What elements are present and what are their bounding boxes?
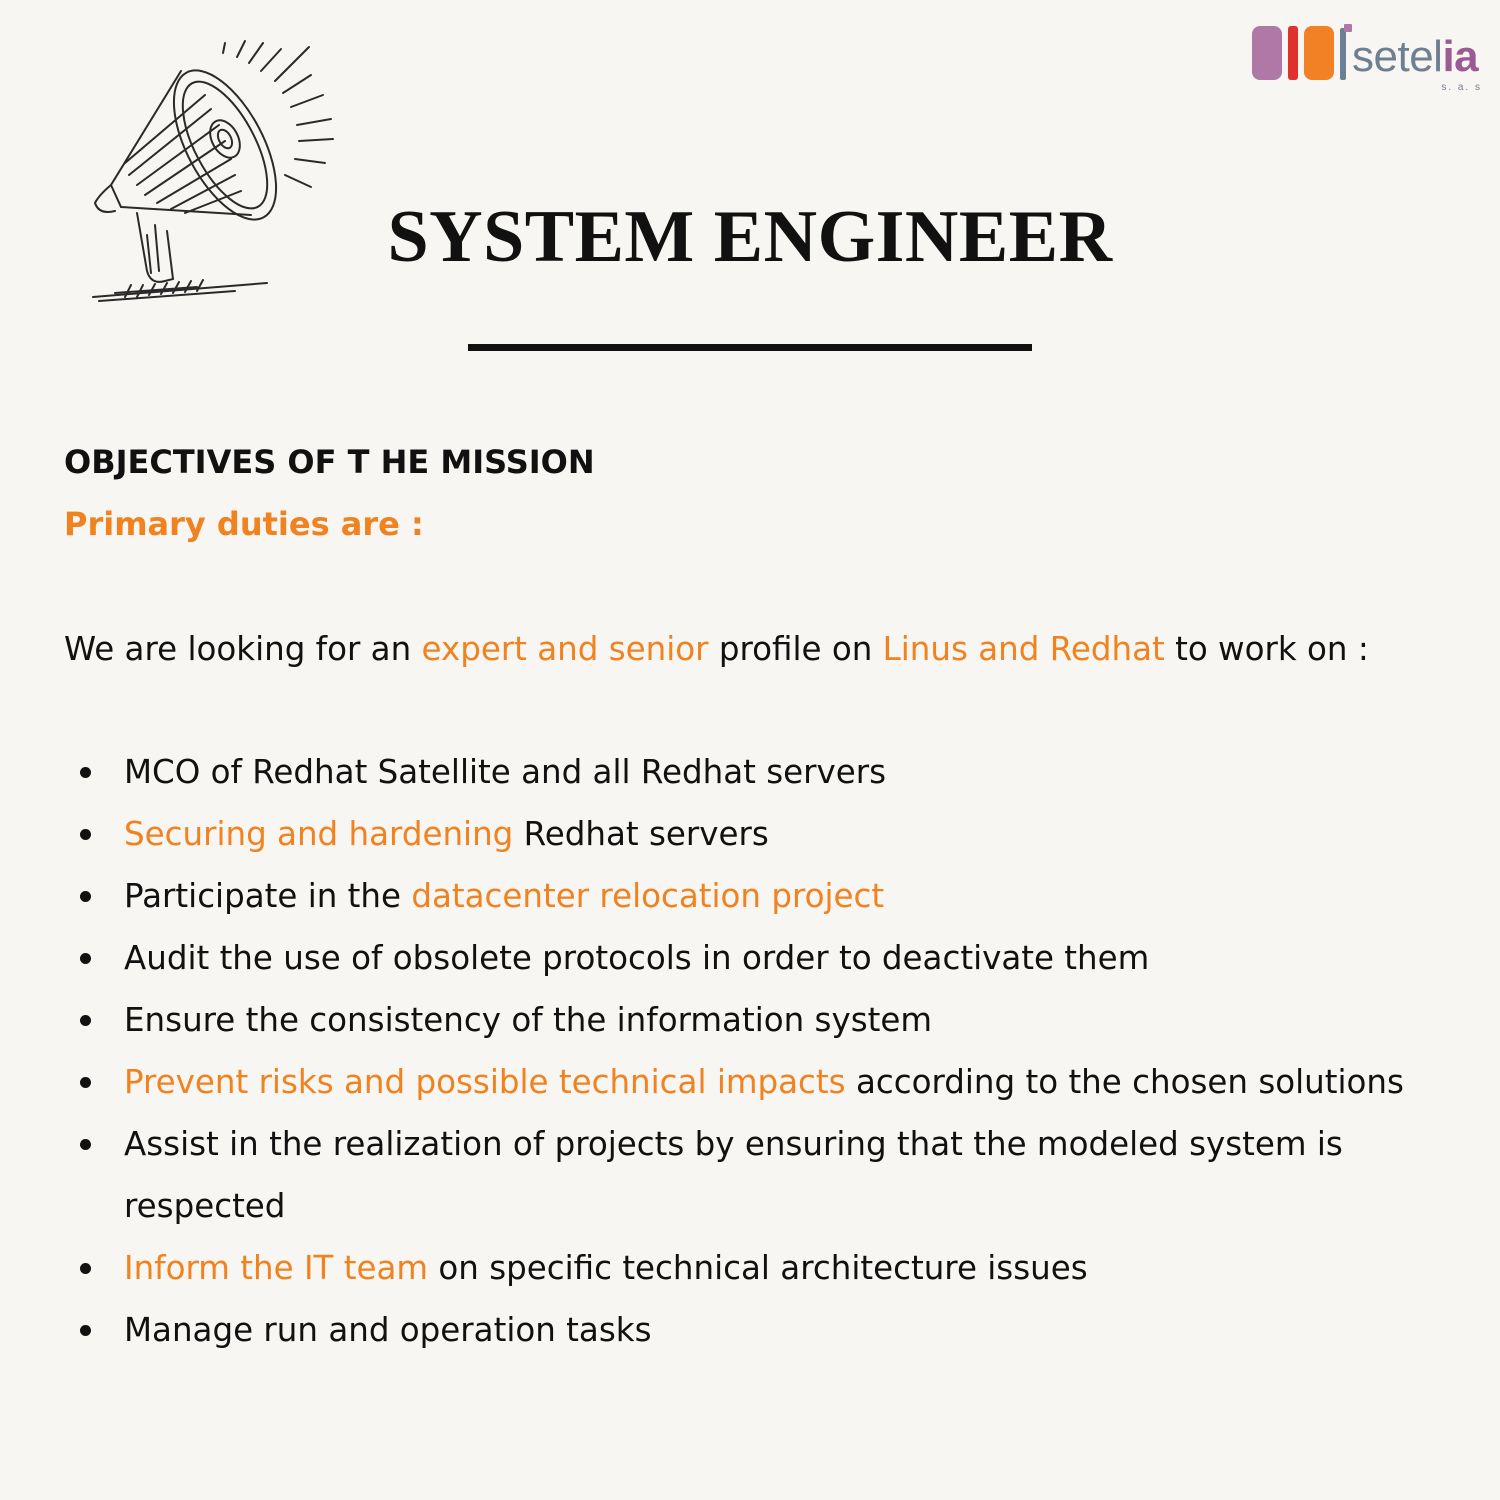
intro-paragraph [64, 627, 1369, 671]
setelia-logo [1250, 24, 1486, 96]
duty-text: on specific technical architecture issues [428, 1249, 1088, 1287]
duty-text: Audit the use of obsolete protocols in order to deactivate them [124, 939, 1150, 977]
logo-word-main: setel [1352, 32, 1443, 81]
mission-subheading: Primary duties are : [64, 505, 424, 543]
intro-highlight-2: Linus and Redhat [882, 630, 1165, 668]
bullet-icon [80, 767, 91, 778]
duty-text: according to the chosen solutions [845, 1063, 1404, 1101]
list-item [0, 989, 1434, 1051]
list-item [0, 927, 1434, 989]
duty-text: Assist in the realization of projects by ensuring that the modeled system is respected [124, 1125, 1343, 1225]
intro-text-1: We are looking for an [64, 630, 422, 668]
bullet-icon [80, 1015, 91, 1026]
intro-text-3: to work on : [1164, 630, 1369, 668]
logo-dot [1344, 24, 1352, 32]
list-item [0, 1113, 1434, 1237]
duty-text: MCO of Redhat Satellite and all Redhat servers [124, 753, 887, 791]
logo-bar-red [1288, 26, 1298, 80]
page-title: SYSTEM ENGINEER [387, 196, 1113, 278]
intro-text-2: profile on [708, 630, 883, 668]
list-item [0, 1237, 1434, 1299]
logo-bar-slate [1340, 28, 1346, 80]
list-item [0, 1299, 1434, 1361]
logo-bar-purple [1252, 26, 1282, 80]
bullet-icon [80, 829, 91, 840]
list-item [0, 865, 1434, 927]
list-item [0, 741, 1434, 803]
duty-text: Ensure the consistency of the information system [124, 1001, 933, 1039]
logo-bar-orange [1304, 26, 1334, 80]
logo-wordmark [1352, 32, 1478, 82]
bullet-icon [80, 891, 91, 902]
duty-highlight: Inform the IT team [124, 1249, 429, 1287]
bullet-icon [80, 1263, 91, 1274]
bullet-icon [80, 1077, 91, 1088]
logo-suffix: s. a. s [1441, 82, 1482, 93]
duty-prefix: Participate in the [124, 877, 412, 915]
bullet-icon [80, 953, 91, 964]
bullet-icon [80, 1139, 91, 1150]
duties-list [0, 741, 1500, 1361]
list-item [0, 1051, 1434, 1113]
duty-text: Redhat servers [513, 815, 769, 853]
bullet-icon [80, 1325, 91, 1336]
logo-word-accent: ia [1442, 32, 1479, 81]
intro-highlight-1: expert and senior [421, 630, 709, 668]
duty-highlight: datacenter relocation project [411, 877, 885, 915]
list-item [0, 803, 1434, 865]
duty-highlight: Prevent risks and possible technical impacts [124, 1063, 846, 1101]
duty-highlight: Securing and hardening [124, 815, 514, 853]
title-divider [468, 344, 1032, 351]
duty-text: Manage run and operation tasks [124, 1311, 652, 1349]
mission-heading: OBJECTIVES OF T HE MISSION [64, 443, 595, 481]
